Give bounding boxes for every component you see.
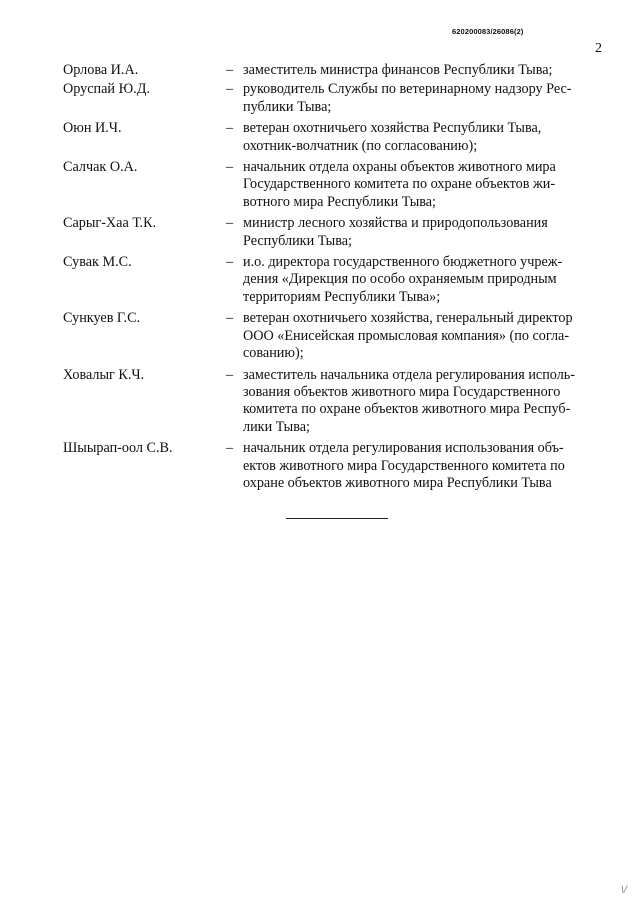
member-role: ветеран охотничьего хозяйства Республики Тыва, охотник-волчатник (по согласованию); — [243, 120, 542, 154]
list-item — [63, 367, 601, 437]
list-item — [63, 310, 601, 362]
list-item — [63, 62, 601, 79]
member-dash: – — [226, 310, 234, 327]
list-item — [63, 215, 601, 250]
closing-divider — [286, 518, 388, 519]
document-code: 620200083/26086(2) — [452, 27, 524, 36]
member-role: заместитель начальника отдела регулирования исполь- зования объектов животного мира Государственного комитета по охране объектов животного мира Респуб- лики Тыва; — [243, 366, 575, 435]
member-dash: – — [226, 159, 234, 176]
list-item — [63, 254, 601, 306]
list-item — [63, 81, 601, 116]
member-dash: – — [226, 254, 234, 271]
list-item — [63, 159, 601, 211]
member-dash: – — [226, 440, 234, 457]
list-item — [63, 440, 601, 492]
member-name: Орлова И.А. — [63, 62, 139, 78]
member-role: и.о. директора государственного бюджетного учреж- дения «Дирекция по особо охраняемым природным территориям Республики Тыва»; — [243, 254, 563, 305]
corner-mark: \/ — [621, 885, 628, 895]
member-role: заместитель министра финансов Республики Тыва; — [243, 62, 553, 78]
member-name: Сарыг-Хаа Т.К. — [63, 215, 157, 232]
member-role: начальник отдела регулирования использования объ- ектов животного мира Государственного комитета по охране объектов животного мира Республики Тыва — [243, 440, 565, 491]
member-name: Сункуев Г.С. — [63, 310, 141, 327]
member-role: ветеран охотничьего хозяйства, генеральный директор ООО «Енисейская промысловая компания» (по согла- сованию); — [243, 310, 573, 362]
member-dash: – — [226, 81, 234, 98]
member-dash: – — [226, 366, 234, 383]
member-role: министр лесного хозяйства и природопользования Республики Тыва; — [243, 215, 548, 249]
member-name: Шыырап-оол С.В. — [63, 440, 173, 457]
member-dash: – — [226, 62, 234, 78]
page-number: 2 — [595, 41, 602, 56]
list-item — [63, 120, 601, 155]
member-dash: – — [226, 120, 234, 137]
member-name: Салчак О.А. — [63, 159, 138, 176]
member-role: руководитель Службы по ветеринарному надзору Рес- публики Тыва; — [243, 81, 572, 115]
member-name: Оюн И.Ч. — [63, 120, 122, 137]
member-name: Ховалыг К.Ч. — [63, 366, 145, 383]
member-name: Сувак М.С. — [63, 254, 132, 271]
member-role: начальник отдела охраны объектов животного мира Государственного комитета по охране объектов жи- вотного мира Республики Тыва; — [243, 159, 556, 210]
member-dash: – — [226, 215, 234, 232]
member-name: Оруспай Ю.Д. — [63, 81, 150, 98]
member-list — [63, 62, 601, 492]
